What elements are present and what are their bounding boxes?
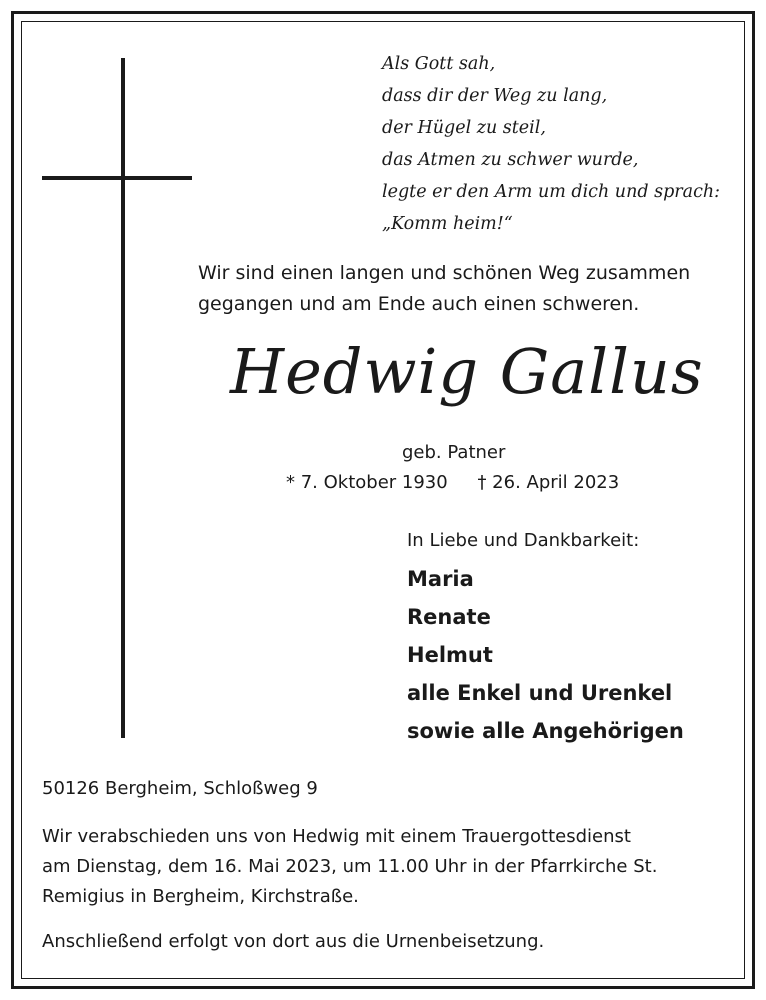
maiden-name: geb. Patner <box>402 442 506 463</box>
poem <box>382 48 742 240</box>
cross-horizontal-bar <box>42 176 192 180</box>
poem-line: der Hügel zu steil, <box>382 118 546 138</box>
mourner-name: Helmut <box>407 643 493 667</box>
life-dates <box>286 469 666 497</box>
intro-line: Wir sind einen langen und schönen Weg zusammen <box>198 262 691 284</box>
mourners-lead: In Liebe und Dankbarkeit: <box>407 530 640 551</box>
mourner-name: Maria <box>407 567 474 591</box>
birth-date: * 7. Oktober 1930 <box>286 472 448 493</box>
intro-line: gegangen und am Ende auch einen schweren. <box>198 293 640 315</box>
poem-line: dass dir der Weg zu lang, <box>382 86 608 106</box>
poem-line: das Atmen zu schwer wurde, <box>382 150 639 170</box>
deceased-name: Hedwig Gallus <box>230 335 704 408</box>
mourner-name: Renate <box>407 605 491 629</box>
service-line: am Dienstag, dem 16. Mai 2023, um 11.00 Uhr in der Pfarrkirche St. <box>42 856 658 877</box>
mourners-block <box>407 526 747 750</box>
mourner-name: sowie alle Angehörigen <box>407 719 684 743</box>
service-line: Remigius in Bergheim, Kirchstraße. <box>42 886 359 907</box>
poem-line: Als Gott sah, <box>382 54 496 74</box>
cross-vertical-bar <box>121 58 125 738</box>
service-line: Wir verabschieden uns von Hedwig mit einem Trauergottesdienst <box>42 826 631 847</box>
mourners-list <box>407 560 747 750</box>
service-info <box>42 822 732 912</box>
intro-text <box>198 258 738 320</box>
burial-info: Anschließend erfolgt von dort aus die Urnenbeisetzung. <box>42 931 545 952</box>
address: 50126 Bergheim, Schloßweg 9 <box>42 778 318 799</box>
poem-line: „Komm heim!“ <box>382 214 513 234</box>
poem-line: legte er den Arm um dich und sprach: <box>382 182 721 202</box>
death-date: † 26. April 2023 <box>477 472 620 493</box>
mourner-name: alle Enkel und Urenkel <box>407 681 673 705</box>
